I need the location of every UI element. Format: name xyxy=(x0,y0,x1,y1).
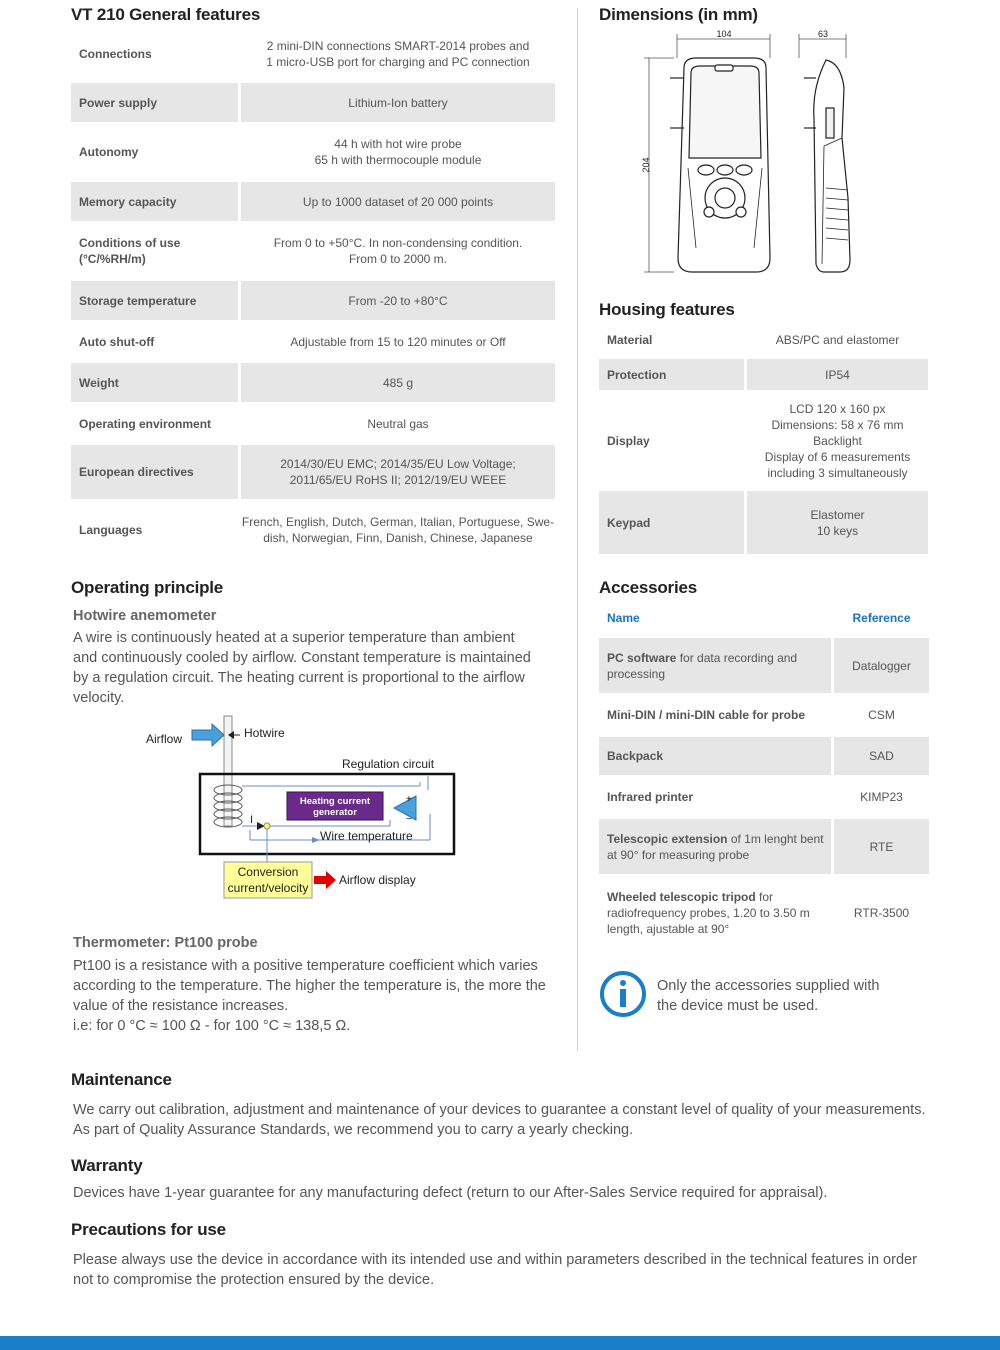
spec-value: French, English, Dutch, German, Italian, Portuguese, Swe- dish, Norwegian, Finn, Danish, Chinese, Japanese xyxy=(238,502,555,560)
housing-value: ABS/PC and elastomer xyxy=(744,323,928,359)
general-features-title: VT 210 General features xyxy=(71,5,261,24)
spec-value: 485 g xyxy=(238,363,555,405)
hotwire-diagram xyxy=(140,710,460,910)
regulation-label: Regulation circuit xyxy=(342,757,435,771)
accessories-title: Accessories xyxy=(599,578,697,597)
info-icon xyxy=(599,970,647,1018)
housing-value: IP54 xyxy=(744,359,928,393)
spec-value: 2014/30/EU EMC; 2014/35/EU Low Voltage; 2011/65/EU RoHS II; 2012/19/EU WEEE xyxy=(238,445,555,502)
output-arrow-icon xyxy=(314,871,336,889)
housing-value: LCD 120 x 160 px Dimensions: 58 x 76 mm Backlight Display of 6 measurements including 3 simultaneously xyxy=(744,393,928,491)
spec-value: From 0 to +50°C. In non-condensing condition. From 0 to 2000 m. xyxy=(238,224,555,281)
spec-key: Conditions of use (°C/%RH/m) xyxy=(71,224,238,281)
spec-value: Lithium-Ion battery xyxy=(238,83,555,125)
spec-key: Autonomy xyxy=(71,125,238,182)
airflow-display-label: Airflow display xyxy=(339,873,416,887)
housing-features-title: Housing features xyxy=(599,300,735,319)
spec-key: Weight xyxy=(71,363,238,405)
accessory-name: Infrared printer xyxy=(599,778,831,819)
svg-text:Heating current: Heating current xyxy=(299,796,371,807)
accessories-table xyxy=(599,600,929,951)
dimensions-title: Dimensions (in mm) xyxy=(599,5,758,24)
housing-key: Keypad xyxy=(599,491,744,557)
spec-value: Adjustable from 15 to 120 minutes or Off xyxy=(238,323,555,363)
spec-key: European directives xyxy=(71,445,238,502)
spec-value: Neutral gas xyxy=(238,405,555,445)
spec-key: Auto shut-off xyxy=(71,323,238,363)
depth-dimension-label: 63 xyxy=(817,29,829,39)
spec-value: Up to 1000 dataset of 20 000 points xyxy=(238,182,555,224)
spec-key: Power supply xyxy=(71,83,238,125)
svg-text:Conversion: Conversion xyxy=(237,865,299,879)
device-dimensions-drawing xyxy=(636,28,876,278)
svg-text:−: − xyxy=(406,814,412,825)
svg-text:+: + xyxy=(406,794,412,805)
current-label: I xyxy=(250,814,254,826)
spec-key: Connections xyxy=(71,27,238,83)
accessory-reference: KIMP23 xyxy=(831,778,929,819)
housing-features-table xyxy=(599,323,928,557)
pt100-subtitle: Thermometer: Pt100 probe xyxy=(73,935,258,951)
accessory-reference: CSM xyxy=(831,696,929,737)
width-dimension-label: 104 xyxy=(716,29,732,39)
spec-key: Languages xyxy=(71,502,238,560)
airflow-arrow-icon xyxy=(192,724,224,746)
svg-text:current/velocity: current/velocity xyxy=(227,881,309,895)
warranty-paragraph: Devices have 1-year guarantee for any manufacturing defect (return to our After-Sales Service required for appraisal). xyxy=(73,1185,828,1201)
opamp-icon xyxy=(394,796,416,820)
svg-text:generator: generator xyxy=(313,807,357,818)
accessory-reference: SAD xyxy=(831,737,929,778)
airflow-label: Airflow xyxy=(146,732,183,746)
pt100-paragraph: Pt100 is a resistance with a positive temperature coefficient which varies according to the temperature. The higher the temperature is, the more the value of the resistance increases. i.e: for 0 °C ≈ 100 Ω - for 100 °C ≈ 138,5 Ω. xyxy=(73,958,546,1034)
spec-value: 44 h with hot wire probe 65 h with thermocouple module xyxy=(238,125,555,182)
housing-key: Display xyxy=(599,393,744,491)
junction-dot xyxy=(264,823,270,829)
housing-key: Protection xyxy=(599,359,744,393)
accessory-name: Wheeled telescopic tripod for radiofrequency probes, 1.20 to 3.50 m length, ajustable at 90° xyxy=(599,877,831,951)
device-front-view-icon xyxy=(670,58,770,272)
housing-value: Elastomer 10 keys xyxy=(744,491,928,557)
warranty-title: Warranty xyxy=(71,1156,143,1175)
accessory-name: PC software for data recording and processing xyxy=(599,638,831,696)
device-side-view-icon xyxy=(804,60,850,272)
accessories-header-name: Name xyxy=(599,600,831,638)
precautions-paragraph: Please always use the device in accordance with its intended use and within parameters described in the technical features in order not to compromise the protection ensured by the device. xyxy=(73,1252,917,1288)
precautions-title: Precautions for use xyxy=(71,1220,226,1239)
maintenance-paragraph: We carry out calibration, adjustment and maintenance of your devices to guarantee a constant level of quality of your measurements. As part of Quality Assurance Standards, we recommend you to carry a yearly checking. xyxy=(73,1102,926,1138)
hotwire-paragraph: A wire is continuously heated at a superior temperature than ambient and continuously cooled by airflow. Constant temperature is maintained by a regulation circuit. The heating current is proportional to the airflow velocity. xyxy=(73,630,531,706)
spec-key: Operating environment xyxy=(71,405,238,445)
spec-key: Memory capacity xyxy=(71,182,238,224)
housing-key: Material xyxy=(599,323,744,359)
accessory-reference: RTR-3500 xyxy=(831,877,929,951)
accessory-reference: RTE xyxy=(831,819,929,877)
accessory-reference: Datalogger xyxy=(831,638,929,696)
spec-value: From -20 to +80°C xyxy=(238,281,555,323)
footer-accent-bar xyxy=(0,1336,1000,1350)
accessory-name: Telescopic extension of 1m lenght bent at 90° for measuring probe xyxy=(599,819,831,877)
accessories-note: Only the accessories supplied with the device must be used. xyxy=(657,978,880,1014)
wire-temp-arrow-icon xyxy=(312,837,320,843)
operating-principle-title: Operating principle xyxy=(71,578,224,597)
maintenance-title: Maintenance xyxy=(71,1070,172,1089)
wire-temp-label: Wire temperature xyxy=(320,829,413,843)
hotwire-label: Hotwire xyxy=(244,726,285,740)
general-features-table xyxy=(71,27,555,560)
height-dimension-label: 204 xyxy=(641,157,651,173)
spec-key: Storage temperature xyxy=(71,281,238,323)
accessory-name: Mini-DIN / mini-DIN cable for probe xyxy=(599,696,831,737)
accessory-name: Backpack xyxy=(599,737,831,778)
hotwire-subtitle: Hotwire anemometer xyxy=(73,608,217,624)
column-divider xyxy=(577,8,578,1051)
accessories-header-reference: Reference xyxy=(831,600,929,638)
spec-value: 2 mini-DIN connections SMART-2014 probes and 1 micro-USB port for charging and PC connection xyxy=(238,27,555,83)
